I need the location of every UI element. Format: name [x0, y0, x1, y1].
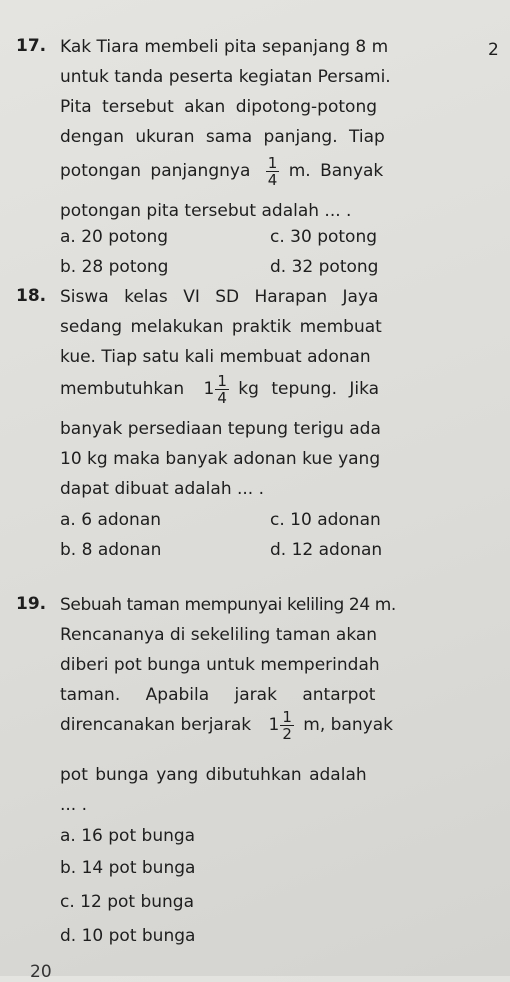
question-text-line: membutuhkan 1 $\frac{1}{4}$ kg tepung. Jika [60, 371, 380, 407]
option-b[interactable]: b. 8 adonan [60, 540, 162, 560]
question-number: 18. [16, 286, 47, 306]
question-text-line: 10 kg maka banyak adonan kue yang [60, 449, 381, 469]
option-d[interactable]: d. 32 potong [270, 257, 379, 277]
question-text-line: potongan pita tersebut adalah ... . [60, 201, 352, 221]
question-text-line: potongan panjangnya $\frac{1}{4}$ m. Banyak [60, 153, 384, 189]
option-b[interactable]: b. 14 pot bunga [60, 858, 196, 878]
question-text-line: pot bunga yang dibutuhkan adalah [60, 765, 367, 785]
question-text-line: Pita tersebut akan dipotong-potong [60, 97, 378, 117]
question-text-line: kue. Tiap satu kali membuat adonan [60, 347, 371, 367]
page-number-cutoff: 20 [30, 962, 52, 982]
question-text-line: Siswa kelas VI SD Harapan Jaya [60, 287, 379, 307]
fraction: $\frac{1}{4}$ [217, 371, 227, 407]
question-text-line: diberi pot bunga untuk memperindah [60, 655, 380, 675]
question-number: 19. [16, 594, 47, 614]
question-text-line: untuk tanda peserta kegiatan Persami. [60, 67, 391, 87]
question-text-line: Kak Tiara membeli pita sepanjang 8 m [60, 37, 389, 57]
fraction: $\frac{1}{4}$ [267, 153, 278, 189]
fraction: $\frac{1}{2}$ [282, 707, 292, 743]
option-a[interactable]: a. 16 pot bunga [60, 826, 196, 846]
question-text-line: banyak persediaan tepung terigu ada [60, 419, 381, 439]
question-text-line: Sebuah taman mempunyai keliling 24 m. [60, 595, 396, 615]
option-c[interactable]: c. 12 pot bunga [60, 892, 194, 912]
option-d[interactable]: d. 10 pot bunga [60, 926, 196, 946]
option-a[interactable]: a. 6 adonan [60, 510, 162, 530]
question-text-line: dengan ukuran sama panjang. Tiap [60, 127, 385, 147]
question-text-line: dapat dibuat adalah ... . [60, 479, 265, 499]
question-text-line: taman. Apabila jarak antarpot [60, 685, 376, 705]
question-text-line: direncanakan berjarak 1 $\frac{1}{2}$ m, banyak [60, 707, 393, 743]
option-b[interactable]: b. 28 potong [60, 257, 169, 277]
option-c[interactable]: c. 10 adonan [270, 510, 381, 530]
question-text-line: sedang melakukan praktik membuat [60, 317, 382, 337]
option-c[interactable]: c. 30 potong [270, 227, 378, 247]
option-d[interactable]: d. 12 adonan [270, 540, 383, 560]
question-text-line: Rencananya di sekeliling taman akan [60, 625, 378, 645]
question-text-line: ... . [60, 795, 88, 815]
margin-page-number: 2 [488, 40, 499, 60]
question-number: 17. [16, 36, 47, 56]
option-a[interactable]: a. 20 potong [60, 227, 169, 247]
